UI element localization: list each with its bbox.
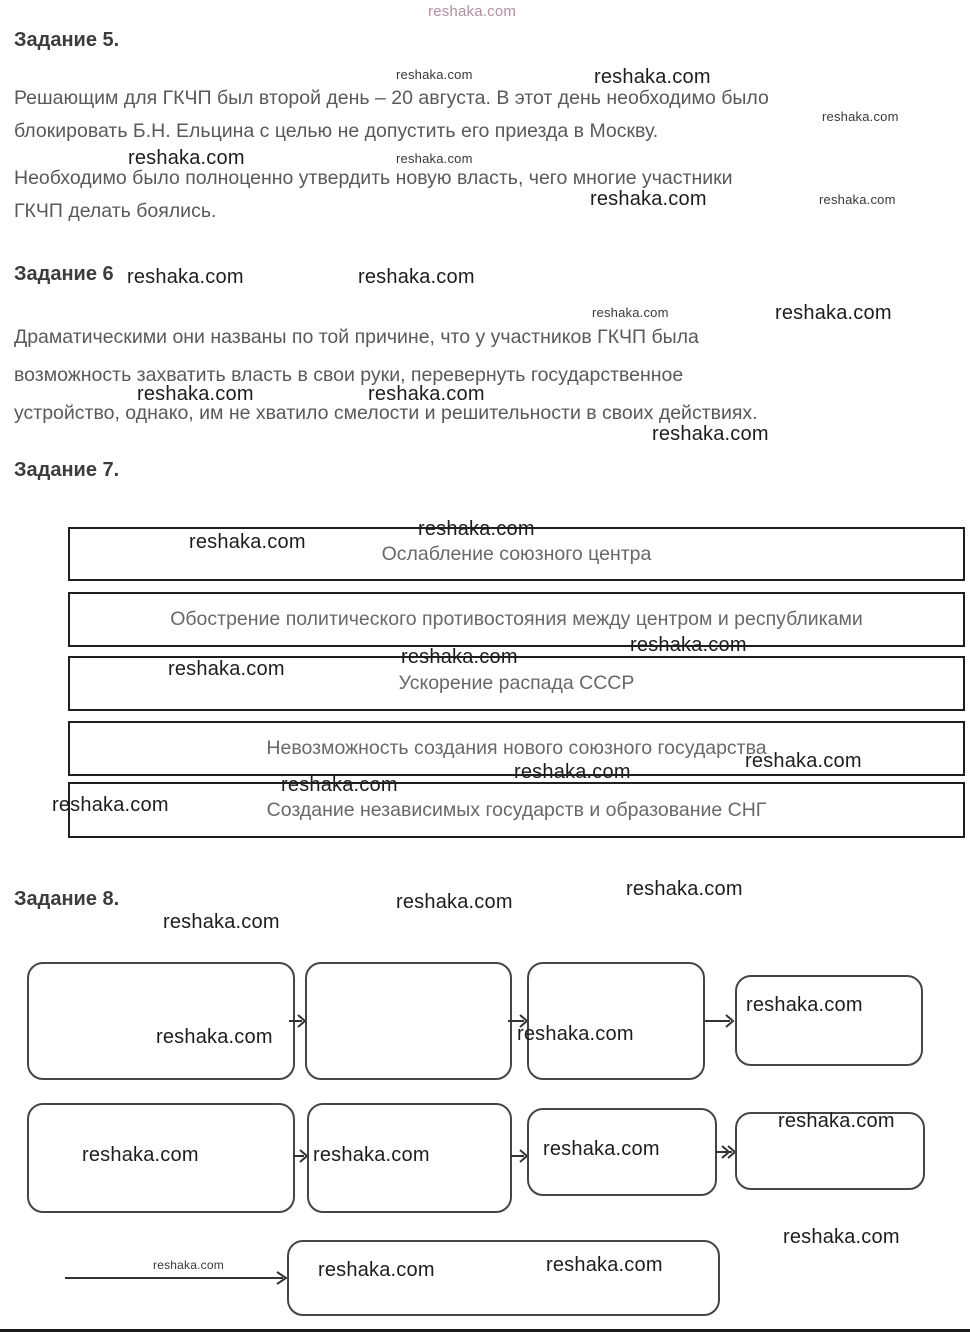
watermark-text: reshaka.com	[594, 66, 711, 88]
watermark-text: reshaka.com	[822, 109, 899, 124]
task7-heading: Задание 7.	[14, 459, 120, 481]
watermark-text: reshaka.com	[546, 1254, 663, 1276]
watermark-text: reshaka.com	[819, 192, 896, 207]
watermark-text: reshaka.com	[745, 750, 862, 772]
watermark-text: reshaka.com	[128, 147, 245, 169]
watermark-text: reshaka.com	[626, 878, 743, 900]
watermark-text: reshaka.com	[592, 305, 669, 320]
task7-box-label: Невозможность создания нового союзного государства	[266, 737, 767, 759]
watermark-text: reshaka.com	[153, 1258, 224, 1272]
flow-box-1-3	[527, 962, 705, 1080]
watermark-text: reshaka.com	[517, 1023, 634, 1045]
task7-box-5	[68, 782, 965, 838]
paragraph-line: блокировать Б.Н. Ельцина с целью не допустить его приезда в Москву.	[14, 120, 659, 142]
watermark-text: reshaka.com	[418, 518, 535, 540]
task7-box-label: Создание независимых государств и образование СНГ	[266, 798, 767, 821]
watermark-text: reshaka.com	[281, 774, 398, 796]
task7-box-label: Ослабление союзного центра	[381, 542, 652, 565]
watermark-text: reshaka.com	[778, 1110, 895, 1132]
paragraph-line: устройство, однако, им не хватило смелости и решительности в своих действиях.	[14, 402, 758, 424]
watermark-text: reshaka.com	[189, 531, 306, 553]
watermark-text: reshaka.com	[82, 1144, 199, 1166]
watermark-text: reshaka.com	[396, 151, 473, 166]
flow-box-1-2	[305, 962, 512, 1080]
paragraph-line: Драматическими они названы по той причине, что у участников ГКЧП была	[14, 326, 699, 348]
watermark-text: reshaka.com	[358, 266, 475, 288]
task7-box-label: Обострение политического противостояния между центром и республиками	[170, 608, 863, 630]
watermark-text: reshaka.com	[163, 911, 280, 933]
watermark-text: reshaka.com	[396, 891, 513, 913]
paragraph-line: Необходимо было полноценно утвердить новую власть, чего многие участники	[14, 167, 733, 189]
paragraph-line: ГКЧП делать боялись.	[14, 200, 217, 222]
watermark-text: reshaka.com	[396, 67, 473, 82]
task5-heading: Задание 5.	[14, 29, 120, 51]
arrow-right-icon	[715, 1145, 737, 1164]
task6-paragraph	[14, 318, 758, 432]
watermark-text: reshaka.com	[368, 383, 485, 405]
flow-box-1-4	[735, 975, 923, 1066]
watermark-text: reshaka.com	[52, 794, 169, 816]
arrow-right-icon	[65, 1271, 289, 1290]
watermark-text: reshaka.com	[652, 423, 769, 445]
page-bottom-border	[0, 1329, 970, 1332]
task7-box-label: Ускорение распада СССР	[398, 672, 635, 694]
watermark-text: reshaka.com	[783, 1226, 900, 1248]
watermark-text: reshaka.com	[127, 266, 244, 288]
watermark-text: reshaka.com	[137, 383, 254, 405]
watermark-text: reshaka.com	[428, 3, 517, 20]
paragraph-line: Решающим для ГКЧП был второй день – 20 августа. В этот день необходимо было	[14, 87, 769, 109]
task7-box-2	[68, 592, 965, 647]
task6-heading: Задание 6	[14, 263, 114, 285]
watermark-text: reshaka.com	[514, 761, 631, 783]
task8-heading: Задание 8.	[14, 888, 120, 910]
task5-paragraph-1	[14, 82, 769, 148]
watermark-text: reshaka.com	[630, 634, 747, 656]
watermark-text: reshaka.com	[746, 994, 863, 1016]
watermark-text: reshaka.com	[318, 1259, 435, 1281]
watermark-text: reshaka.com	[313, 1144, 430, 1166]
flow-box-1-1	[27, 962, 295, 1080]
arrow-right-icon	[705, 1014, 735, 1033]
watermark-text: reshaka.com	[156, 1026, 273, 1048]
watermark-text: reshaka.com	[590, 188, 707, 210]
watermark-text: reshaka.com	[401, 646, 518, 668]
watermark-text: reshaka.com	[775, 302, 892, 324]
watermark-text: reshaka.com	[168, 658, 285, 680]
watermark-text: reshaka.com	[543, 1138, 660, 1160]
paragraph-line: возможность захватить власть в свои руки, перевернуть государственное	[14, 364, 684, 386]
